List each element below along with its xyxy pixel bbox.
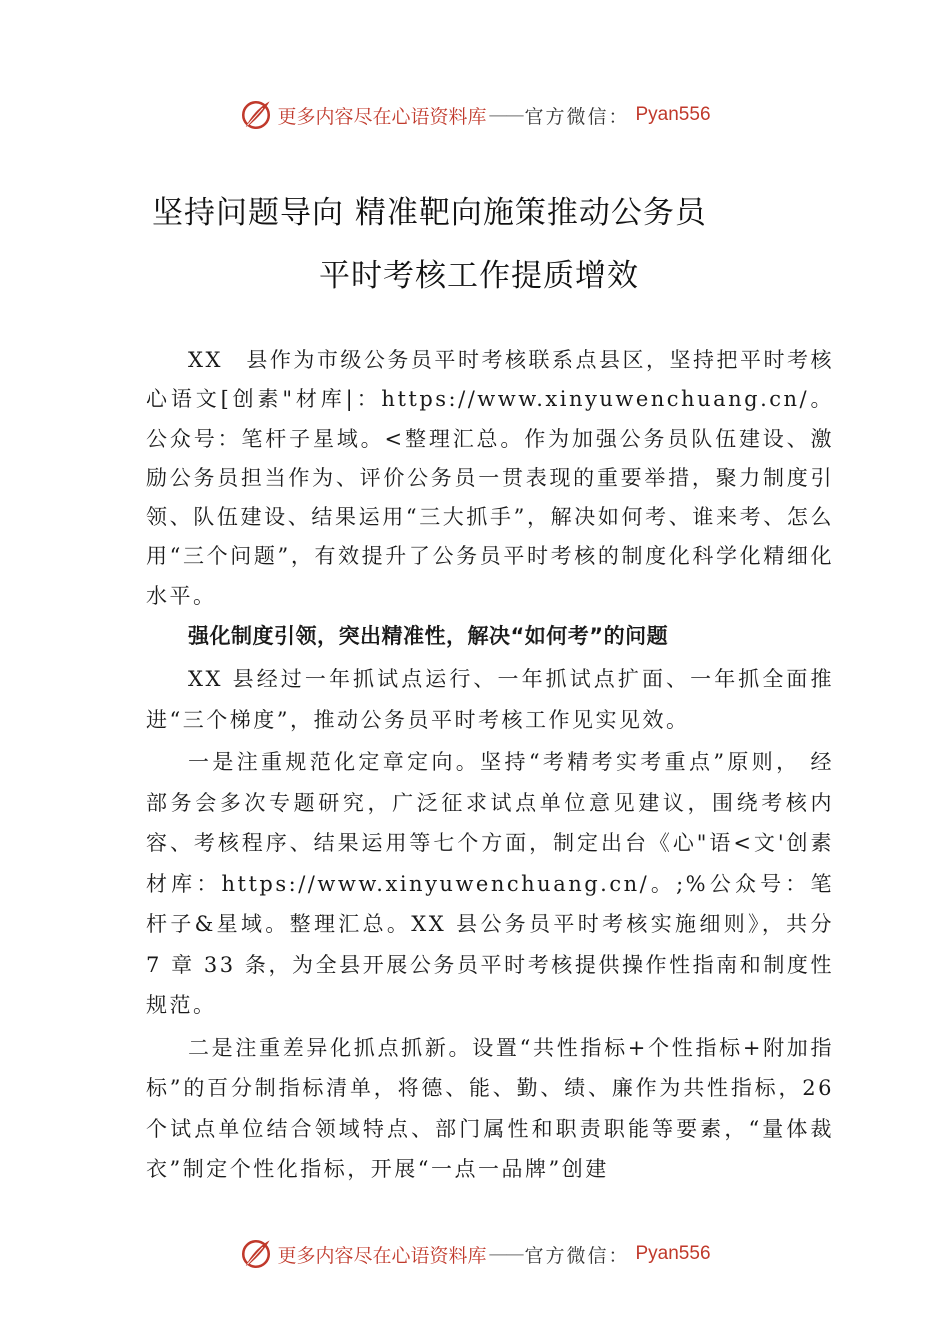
banner-wechat-account: Pyan556 [635, 1243, 711, 1264]
document-body [146, 341, 834, 1190]
banner-separator: —— [488, 104, 523, 126]
section1-paragraph-2: 一是注重规范化定章定向。坚持“考精考实考重点”原则， 经部务会多次专题研究，广泛征求试点单位意见建议，围绕考核内容、考核程序、结果运用等七个方面，制定出台《心"语<文'创素材库：https://www.xinyuwenchuang.cn/。;%公众号：笔杆子&星域。整理汇总。XX 县公务员平时考核实施细则》，共分 7 章 33 条，为全县开展公务员平时考核提供操作性指南和制度性规范。 [146, 750, 834, 1018]
section1-paragraph-1: XX 县经过一年抓试点运行、一年抓试点扩面、一年抓全面推进“三个梯度”，推动公务员平时考核工作见实见效。 [146, 667, 834, 732]
banner-wechat-account: Pyan556 [635, 104, 711, 125]
intro-paragraph: XX 县作为市级公务员平时考核联系点县区，坚持把平时考核心语文[创素"材库|：https://www.xinyuwenchuang.cn/。公众号：笔杆子星域。<整理汇总。作为加强公务员队伍建设、激励公务员担当作为、评价公务员一贯表现的重要举措，聚力制度引领、队伍建设、结果运用“三大抓手”，解决如何考、谁来考、怎么用“三个问题”，有效提升了公务员平时考核的制度化科学化精细化水平。 [146, 348, 834, 608]
banner-separator: —— [488, 1243, 523, 1265]
quill-logo-icon [239, 1237, 273, 1271]
banner-brand-text: 更多内容尽在心语资料库 [277, 1244, 487, 1267]
document-title-line1: 坚持问题导向 精准靶向施策推动公务员 [152, 195, 707, 231]
quill-logo-icon [239, 98, 273, 132]
banner-wechat-label: 官方微信： [524, 1244, 630, 1267]
header-banner [0, 95, 950, 135]
section1-heading: 强化制度引领，突出精准性，解决“如何考”的问题 [188, 624, 669, 649]
banner-brand-text: 更多内容尽在心语资料库 [277, 105, 487, 128]
document-title-line2: 平时考核工作提质增效 [319, 258, 639, 294]
banner-wechat-label: 官方微信： [524, 105, 630, 128]
section1-paragraph-3: 二是注重差异化抓点抓新。设置“共性指标+个性指标+附加指标”的百分制指标清单，将德、能、勤、绩、廉作为共性指标，26个试点单位结合领域特点、部门属性和职责职能等要素，“量体裁衣”制定个性化指标，开展“一点一品牌”创建 [146, 1035, 834, 1182]
footer-banner [0, 1234, 950, 1274]
